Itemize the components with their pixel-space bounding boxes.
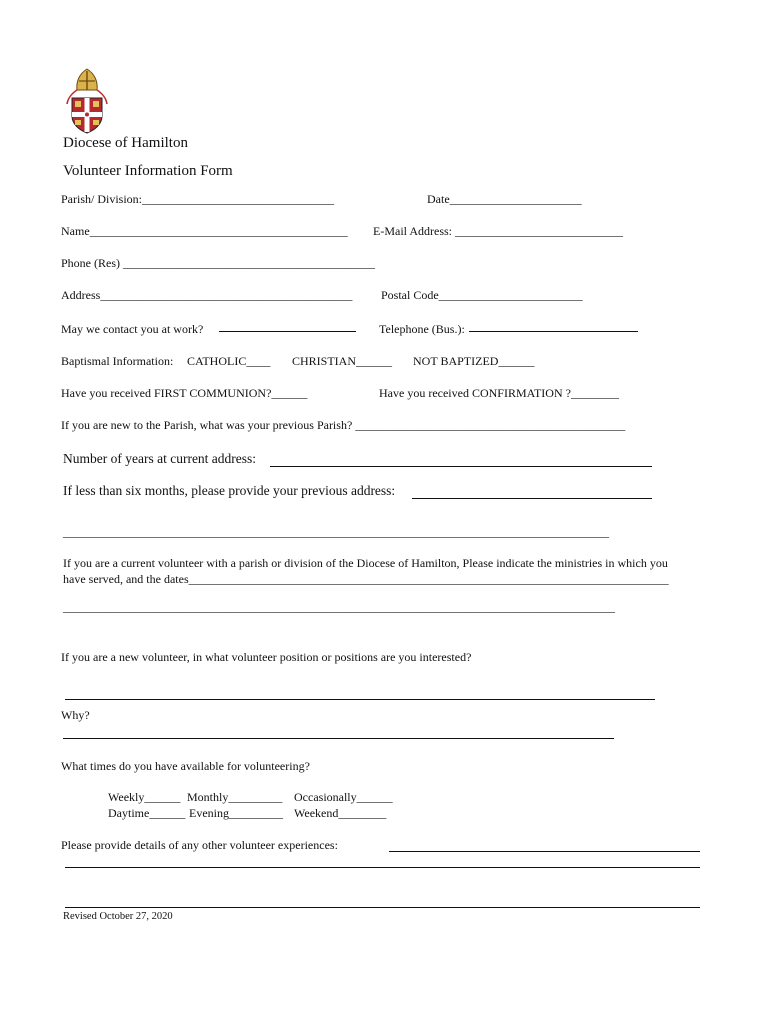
not-baptized-option[interactable]: NOT BAPTIZED______ bbox=[413, 354, 535, 368]
phone-res-field[interactable]: Phone (Res) __________________________________________ bbox=[61, 256, 375, 270]
address-field[interactable]: Address__________________________________________ bbox=[61, 288, 353, 302]
diocese-crest-logo bbox=[64, 68, 110, 134]
contact-at-work-label: May we contact you at work? bbox=[61, 322, 204, 336]
evening-option[interactable]: Evening_________ bbox=[189, 806, 283, 820]
date-field[interactable]: Date______________________ bbox=[427, 192, 582, 206]
christian-option[interactable]: CHRISTIAN______ bbox=[292, 354, 393, 368]
contact-at-work-input[interactable] bbox=[219, 331, 356, 332]
telephone-bus-label: Telephone (Bus.): bbox=[379, 322, 465, 336]
previous-address-line[interactable]: ___________________________________________________________________________________________ bbox=[63, 525, 609, 539]
years-at-address-label: Number of years at current address: bbox=[63, 451, 257, 466]
positions-answer-line[interactable] bbox=[65, 699, 655, 700]
ministries-answer-line[interactable]: ____________________________________________________________________________________________ bbox=[63, 600, 615, 614]
current-volunteer-question-line-1: If you are a current volunteer with a parish or division of the Diocese of Hamilton, Please indicate the ministries in which you bbox=[63, 556, 668, 570]
parish-division-field[interactable]: Parish/ Division:________________________________ bbox=[61, 192, 335, 206]
why-label: Why? bbox=[61, 708, 90, 722]
revision-date: Revised October 27, 2020 bbox=[63, 911, 173, 922]
weekend-option[interactable]: Weekend________ bbox=[294, 806, 387, 820]
form-title: Volunteer Information Form bbox=[63, 163, 233, 179]
daytime-option[interactable]: Daytime______ bbox=[108, 806, 186, 820]
other-experience-input-1[interactable] bbox=[389, 851, 700, 852]
previous-parish-field[interactable]: If you are new to the Parish, what was your previous Parish? _____________________________________________ bbox=[61, 418, 626, 432]
email-field[interactable]: E-Mail Address: ____________________________ bbox=[373, 224, 623, 238]
organization-name: Diocese of Hamilton bbox=[63, 135, 188, 151]
monthly-option[interactable]: Monthly_________ bbox=[187, 790, 283, 804]
baptismal-label: Baptismal Information: bbox=[61, 354, 174, 368]
confirmation-field[interactable]: Have you received CONFIRMATION ?________ bbox=[379, 386, 619, 400]
previous-address-input[interactable] bbox=[412, 498, 652, 499]
occasionally-option[interactable]: Occasionally______ bbox=[294, 790, 393, 804]
weekly-option[interactable]: Weekly______ bbox=[108, 790, 181, 804]
postal-code-field[interactable]: Postal Code________________________ bbox=[381, 288, 583, 302]
current-volunteer-question-line-2[interactable]: have served, and the dates________________________________________________________________________________ bbox=[63, 572, 669, 586]
times-available-question: What times do you have available for volunteering? bbox=[61, 759, 310, 773]
telephone-bus-input[interactable] bbox=[469, 331, 638, 332]
new-volunteer-question: If you are a new volunteer, in what volunteer position or positions are you interested? bbox=[61, 650, 472, 664]
years-at-address-input[interactable] bbox=[270, 466, 652, 467]
name-field[interactable]: Name___________________________________________ bbox=[61, 224, 348, 238]
other-experience-input-2[interactable] bbox=[65, 867, 700, 868]
why-answer-line[interactable] bbox=[63, 738, 614, 739]
other-experience-label: Please provide details of any other volunteer experiences: bbox=[61, 838, 338, 852]
first-communion-field[interactable]: Have you received FIRST COMMUNION?______ bbox=[61, 386, 308, 400]
other-experience-input-3[interactable] bbox=[65, 907, 700, 908]
catholic-option[interactable]: CATHOLIC____ bbox=[187, 354, 271, 368]
previous-address-label: If less than six months, please provide your previous address: bbox=[63, 483, 396, 498]
